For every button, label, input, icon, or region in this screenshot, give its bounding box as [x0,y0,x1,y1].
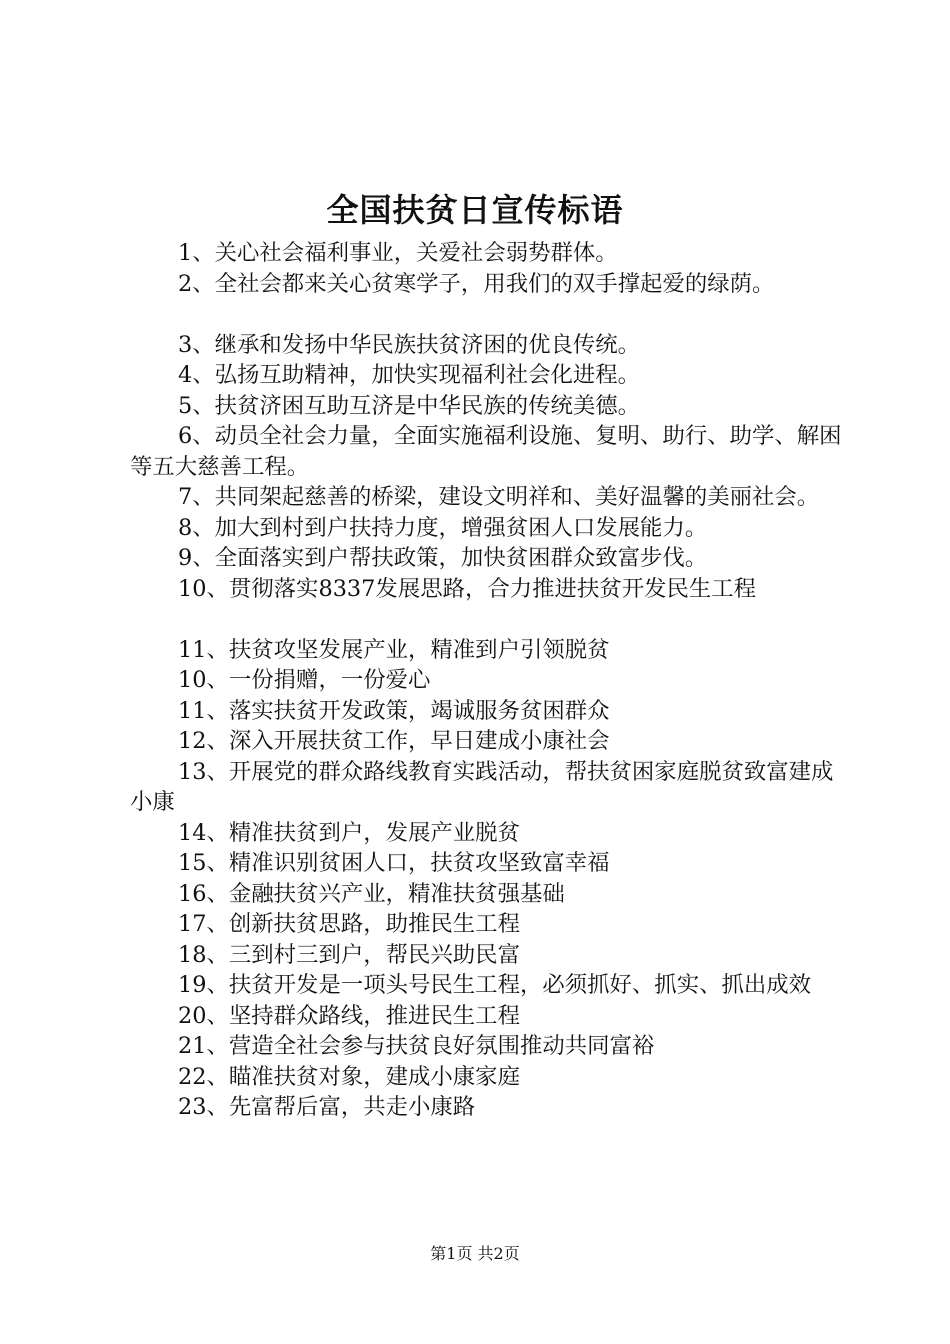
list-item: 21、营造全社会参与扶贫良好氛围推动共同富裕 [178,1033,655,1059]
slogan-list [130,238,850,1123]
list-item: 1、关心社会福利事业，关爱社会弱势群体。 [178,240,618,266]
list-item: 5、扶贫济困互助互济是中华民族的传统美德。 [178,392,641,419]
page-number: 第1页 共2页 [430,1244,520,1263]
list-item: 6、动员全社会力量，全面实施福利设施、复明、助行、助学、解困等五大慈善工程。 [130,423,842,480]
list-item: 9、全面落实到户帮扶政策，加快贫困群众致富步伐。 [178,545,708,571]
list-item: 17、创新扶贫思路，助推民生工程 [178,911,520,937]
list-item: 15、精准识别贫困人口，扶贫攻坚致富幸福 [178,850,610,876]
list-item: 13、开展党的群众路线教育实践活动，帮扶贫困家庭脱贫致富建成小康 [130,758,834,815]
list-item: 2、全社会都来关心贫寒学子，用我们的双手撑起爱的绿荫。 [178,270,775,297]
list-item: 7、共同架起慈善的桥梁，建设文明祥和、美好温馨的美丽社会。 [178,484,820,510]
list-item: 3、继承和发扬中华民族扶贫济困的优良传统。 [178,331,641,358]
list-item: 10、贯彻落实8337发展思路，合力推进扶贫开发民生工程 [178,575,757,602]
list-item: 14、精准扶贫到户，发展产业脱贫 [178,819,520,846]
document-title: 全国扶贫日宣传标语 [326,191,624,229]
list-item: 12、深入开展扶贫工作，早日建成小康社会 [178,728,610,754]
list-item: 16、金融扶贫兴产业，精准扶贫强基础 [178,880,565,907]
list-item: 10、一份捐赠，一份爱心 [178,667,431,693]
list-item: 19、扶贫开发是一项头号民生工程，必须抓好、抓实、抓出成效 [178,972,812,998]
list-item: 8、加大到村到户扶持力度，增强贫困人口发展能力。 [178,514,708,541]
list-item: 11、扶贫攻坚发展产业，精准到户引领脱贫 [178,636,610,663]
list-item: 11、落实扶贫开发政策，竭诚服务贫困群众 [178,697,610,724]
list-item: 22、瞄准扶贫对象，建成小康家庭 [178,1063,520,1090]
list-item: 18、三到村三到户，帮民兴助民富 [178,941,520,968]
list-item: 23、先富帮后富，共走小康路 [178,1094,476,1120]
list-item: 20、坚持群众路线，推进民生工程 [178,1002,520,1029]
list-item: 4、弘扬互助精神，加快实现福利社会化进程。 [178,362,641,388]
